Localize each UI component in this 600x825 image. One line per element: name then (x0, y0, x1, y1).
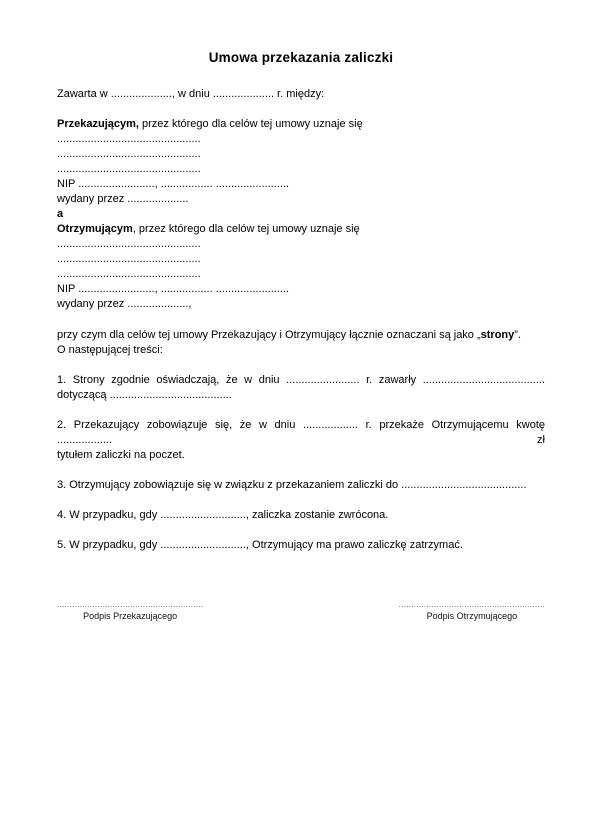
transferor-fill-line-1: ............................................... (57, 133, 201, 145)
recipient-section (57, 222, 545, 312)
recipient-fill-line-2: ............................................... (57, 253, 201, 265)
recipient-label: Otrzymującym (57, 223, 133, 235)
document-title: Umowa przekazania zaliczki (208, 50, 394, 65)
transferor-nip-line: NIP ........................., ................. ........................ (57, 178, 290, 190)
clause-3 (57, 478, 545, 493)
signature-recipient (399, 601, 545, 622)
clause-4 (57, 508, 545, 523)
signature-line-recipient: .......................................................... (398, 600, 545, 609)
signature-row (57, 601, 545, 622)
clause-3-line-1: 3. Otrzymujący zobowiązuje się w związku z przekazaniem zaliczki do ......................................... (57, 479, 527, 491)
signature-line-transferor: .......................................................... (57, 600, 204, 609)
clause-5-line-1: 5. W przypadku, gdy ............................, Otrzymujący ma prawo zaliczkę zatrzymać. (57, 539, 463, 551)
transferor-section (57, 117, 545, 207)
clause-1 (57, 373, 545, 403)
recipient-issued-by-line: wydany przez ...................., (57, 298, 192, 310)
clause-5 (57, 538, 545, 553)
signature-label-transferor: Podpis Przekazującego (83, 611, 178, 621)
recipient-nip-line: NIP ........................., ................. ........................ (57, 283, 290, 295)
clauses-section (57, 373, 545, 553)
recipient-fill-line-1: ............................................... (57, 238, 201, 250)
clause-1-line-2: dotyczącą ........................................ (57, 389, 232, 401)
joint-text-bold: strony (480, 329, 515, 341)
transferor-fill-line-2: ............................................... (57, 148, 201, 160)
content-intro-line: O następującej treści: (57, 344, 163, 356)
signature-label-recipient: Podpis Otrzymującego (426, 611, 518, 621)
recipient-heading (57, 222, 545, 237)
recipient-fill-line-3: ............................................... (57, 268, 201, 280)
transferor-label: Przekazującym, (57, 118, 139, 130)
transferor-label-rest: przez którego dla celów tej umowy uznaje się (138, 118, 363, 130)
transferor-fill-line-3: ............................................... (57, 163, 201, 175)
clause-1-line-1: 1. Strony zgodnie oświadczają, że w dniu ........................ r. zawarły ........................................ (57, 374, 545, 386)
joint-text-after: ”. (514, 329, 522, 341)
joint-designation-line (57, 328, 545, 343)
joint-text-before: przy czym dla celów tej umowy Przekazujący i Otrzymujący łącznie oznaczani są jako „ (57, 329, 481, 341)
clause-2-line-1: 2. Przekazujący zobowiązuje się, że w dniu .................. r. przekaże Otrzymującemu kwotę .................. zł (57, 419, 545, 446)
clause-2-line-2: tytułem zaliczki na poczet. (57, 449, 185, 461)
transferor-issued-by-line: wydany przez .................... (57, 193, 189, 205)
connector-line: a (57, 208, 64, 220)
recipient-label-rest: , przez którego dla celów tej umowy uznaje się (132, 223, 360, 235)
intro-line: Zawarta w ...................., w dniu .................... r. między: (57, 88, 325, 100)
transferor-heading (57, 117, 545, 132)
clause-2 (57, 418, 545, 463)
clause-4-line-1: 4. W przypadku, gdy ............................, zaliczka zostanie zwrócona. (57, 509, 389, 521)
signature-transferor (57, 601, 203, 622)
